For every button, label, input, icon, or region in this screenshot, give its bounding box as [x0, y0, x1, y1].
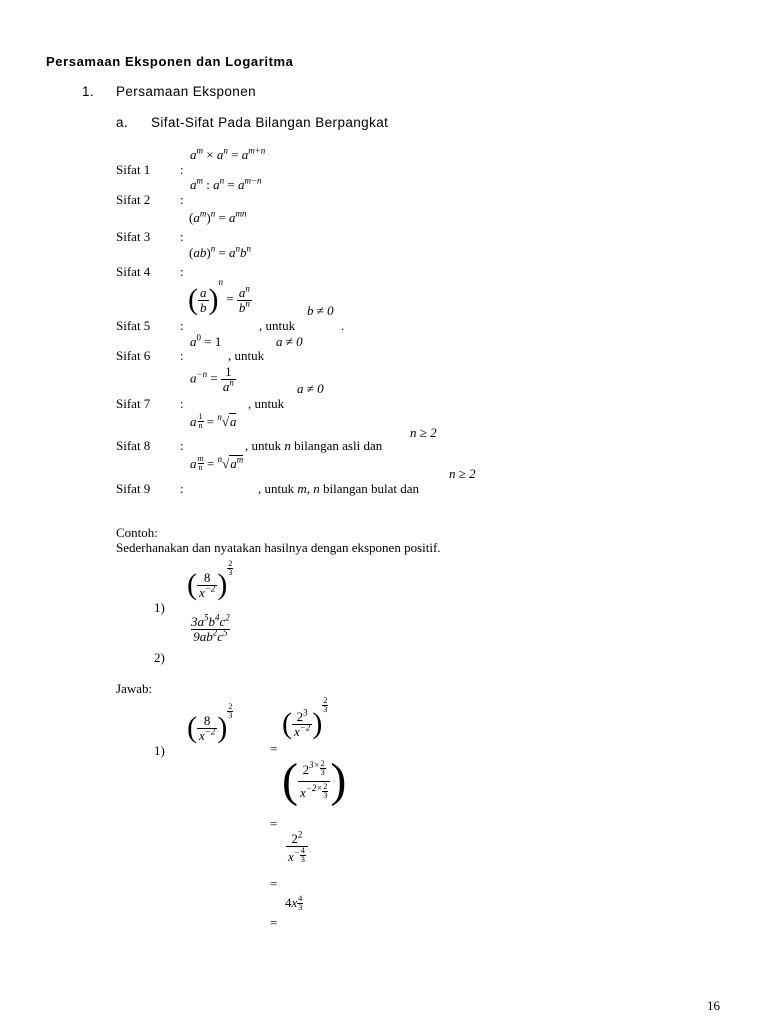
example-1-number: 1) [154, 600, 165, 615]
answer-step-4: 4x $\frac{4}{3}$ [285, 894, 303, 912]
sifat-6-label: Sifat 6 [116, 348, 151, 363]
sifat-2-label: Sifat 2 [116, 192, 151, 207]
answer-step-3: $2^2$ $x^{- \frac{4}{3}}$ [286, 832, 308, 867]
sifat-9-note: , untuk m, n bilangan bulat dan [258, 481, 420, 496]
sifat-8-note: , untuk n bilangan asli dan [245, 438, 383, 453]
example-heading: Contoh: [116, 525, 158, 540]
sifat-7-note: , untuk [248, 396, 285, 411]
answer-1-left-expression: ( $\frac{8}{x^{-2}}$ ) $\frac{2}{3}$ [187, 702, 233, 745]
sifat-8-label: Sifat 8 [116, 438, 151, 453]
sifat-5-condition: b ≠ 0 [307, 303, 334, 318]
example-2-expression: $\frac{3a^5b^4c^2}{9ab^2c^5}$ [191, 612, 230, 644]
sifat-2-colon: : [180, 192, 184, 207]
answer-heading: Jawab: [116, 681, 153, 696]
formula-sifat-1: $a^m \times a^n = a^{m+n}$ [190, 145, 266, 162]
sifat-9-colon: : [180, 481, 184, 496]
formula-sifat-8: a $\frac{1}{n}$ = $^n$√a [190, 412, 237, 430]
section-number: 1. [82, 84, 95, 99]
example-1-expression: ( $\frac{8}{x^{-2}}$ ) $\frac{2}{3}$ [187, 559, 233, 602]
formula-sifat-3: $(a^m)^n = a^{mn}$ [189, 208, 247, 225]
formula-sifat-4: $(ab)^n = a^nb^n$ [189, 243, 252, 260]
sifat-8-condition: n ≥ 2 [410, 425, 437, 440]
page-title: Persamaan Eksponen dan Logaritma [46, 54, 294, 69]
sifat-7-condition: a ≠ 0 [297, 381, 324, 396]
sifat-4-colon: : [180, 264, 184, 279]
sifat-4-label: Sifat 4 [116, 264, 151, 279]
formula-sifat-5: ( $\frac{a}{b}$ )$^n$ = $\frac{a^n}{b^n}$ [188, 277, 250, 317]
sifat-1-label: Sifat 1 [116, 162, 151, 177]
sifat-8-colon: : [180, 438, 184, 453]
subsection-title: Sifat-Sifat Pada Bilangan Berpangkat [151, 115, 389, 130]
sifat-9-condition: n ≥ 2 [449, 466, 476, 481]
sifat-5-colon: : [180, 318, 184, 333]
sifat-7-label: Sifat 7 [116, 396, 151, 411]
sifat-3-label: Sifat 3 [116, 229, 151, 244]
page-number: 16 [707, 998, 720, 1013]
formula-sifat-9: a $\frac{m}{n}$ = $^n√a^m$ [190, 454, 244, 472]
example-2-number: 2) [154, 650, 165, 665]
answer-step-2: ( $2^{3\times \frac{2}{3}}$ $x^{-2\times \frac{2}{3}}$ ) [282, 754, 347, 807]
sifat-6-note: , untuk [228, 348, 265, 363]
sifat-5-note: , untuk [259, 318, 296, 333]
section-title: Persamaan Eksponen [116, 84, 257, 99]
sifat-3-colon: : [180, 229, 184, 244]
formula-sifat-2: $a^m$ : $a^n = a^{m-n}$ [190, 175, 262, 192]
subsection-letter: a. [116, 115, 129, 130]
sifat-1-colon: : [180, 162, 184, 177]
formula-sifat-6: $a^0 = 1$ [190, 332, 222, 349]
example-instruction: Sederhanakan dan nyatakan hasilnya dengan eksponen positif. [116, 540, 441, 555]
sifat-6-condition: a ≠ 0 [276, 334, 303, 349]
answer-step-1: ( $\frac{2^3}{x^{-2}}$ ) $\frac{2}{3}$ [282, 696, 328, 741]
sifat-6-colon: : [180, 348, 184, 363]
formula-sifat-7: $a^{-n}$ = $\frac{1}{a^n}$ [190, 364, 234, 394]
answer-1-number: 1) [154, 743, 165, 758]
equals-sign-4: = [270, 915, 278, 930]
equals-sign-2: = [270, 816, 278, 831]
sifat-7-colon: : [180, 396, 184, 411]
sifat-9-label: Sifat 9 [116, 481, 151, 496]
equals-sign-3: = [270, 876, 278, 891]
sifat-5-label: Sifat 5 [116, 318, 151, 333]
sifat-5-tail: . [341, 318, 345, 333]
equals-sign-1: = [270, 741, 278, 756]
